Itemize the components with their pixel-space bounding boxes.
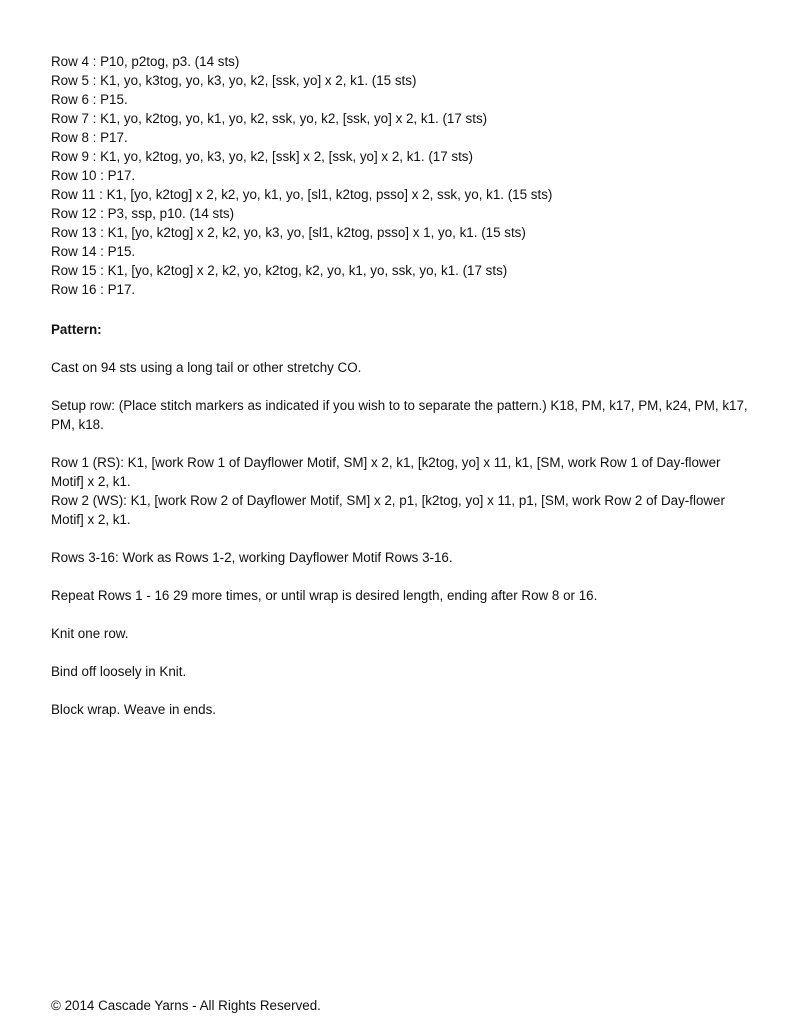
motif-row-line: Row 8 : P17. — [51, 130, 128, 145]
motif-row-line: Row 15 : K1, [yo, k2tog] x 2, k2, yo, k2tog, k2, yo, k1, yo, ssk, yo, k1. (17 sts) — [51, 263, 508, 278]
row-2-instruction: Row 2 (WS): K1, [work Row 2 of Dayflower Motif, SM] x 2, p1, [k2tog, yo] x 11, p1, [SM, work Row 2 of Day-flower Motif] x 2, k1. — [51, 493, 725, 527]
rows-3-16-instruction: Rows 3-16: Work as Rows 1-2, working Dayflower Motif Rows 3-16. — [51, 550, 453, 565]
motif-row-line: Row 5 : K1, yo, k3tog, yo, k3, yo, k2, [ssk, yo] x 2, k1. (15 sts) — [51, 73, 417, 88]
motif-row-line: Row 10 : P17. — [51, 168, 136, 183]
motif-row-line: Row 7 : K1, yo, k2tog, yo, k1, yo, k2, ssk, yo, k2, [ssk, yo] x 2, k1. (17 sts) — [51, 111, 488, 126]
motif-row-line: Row 13 : K1, [yo, k2tog] x 2, k2, yo, k3, yo, [sl1, k2tog, psso] x 1, yo, k1. (15 sts) — [51, 225, 526, 240]
motif-row-line: Row 11 : K1, [yo, k2tog] x 2, k2, yo, k1, yo, [sl1, k2tog, psso] x 2, ssk, yo, k1. (15 sts) — [51, 187, 553, 202]
pattern-section — [51, 320, 751, 738]
cast-on-instruction: Cast on 94 sts using a long tail or other stretchy CO. — [51, 360, 362, 375]
knit-row-instruction: Knit one row. — [51, 626, 129, 641]
setup-row-instruction: Setup row: (Place stitch markers as indicated if you wish to to separate the pattern.) K18, PM, k17, PM, k24, PM, k17, PM, k18. — [51, 398, 748, 432]
motif-row-line: Row 4 : P10, p2tog, p3. (14 sts) — [51, 54, 240, 69]
motif-row-line: Row 9 : K1, yo, k2tog, yo, k3, yo, k2, [ssk] x 2, [ssk, yo] x 2, k1. (17 sts) — [51, 149, 473, 164]
finishing-instruction: Block wrap. Weave in ends. — [51, 702, 216, 717]
row-1-instruction: Row 1 (RS): K1, [work Row 1 of Dayflower Motif, SM] x 2, k1, [k2tog, yo] x 11, k1, [SM, work Row 1 of Day-flower Motif] x 2, k1. — [51, 455, 721, 489]
motif-rows-list — [51, 52, 552, 299]
document-page — [51, 0, 751, 1035]
bind-off-instruction: Bind off loosely in Knit. — [51, 664, 187, 679]
motif-row-line: Row 14 : P15. — [51, 244, 136, 259]
pattern-heading: Pattern: — [51, 322, 102, 337]
repeat-instruction: Repeat Rows 1 - 16 29 more times, or until wrap is desired length, ending after Row 8 or 16. — [51, 588, 598, 603]
motif-row-line: Row 6 : P15. — [51, 92, 128, 107]
motif-row-line: Row 12 : P3, ssp, p10. (14 sts) — [51, 206, 235, 221]
motif-row-line: Row 16 : P17. — [51, 282, 136, 297]
copyright-footer: © 2014 Cascade Yarns - All Rights Reserved. — [51, 998, 321, 1013]
